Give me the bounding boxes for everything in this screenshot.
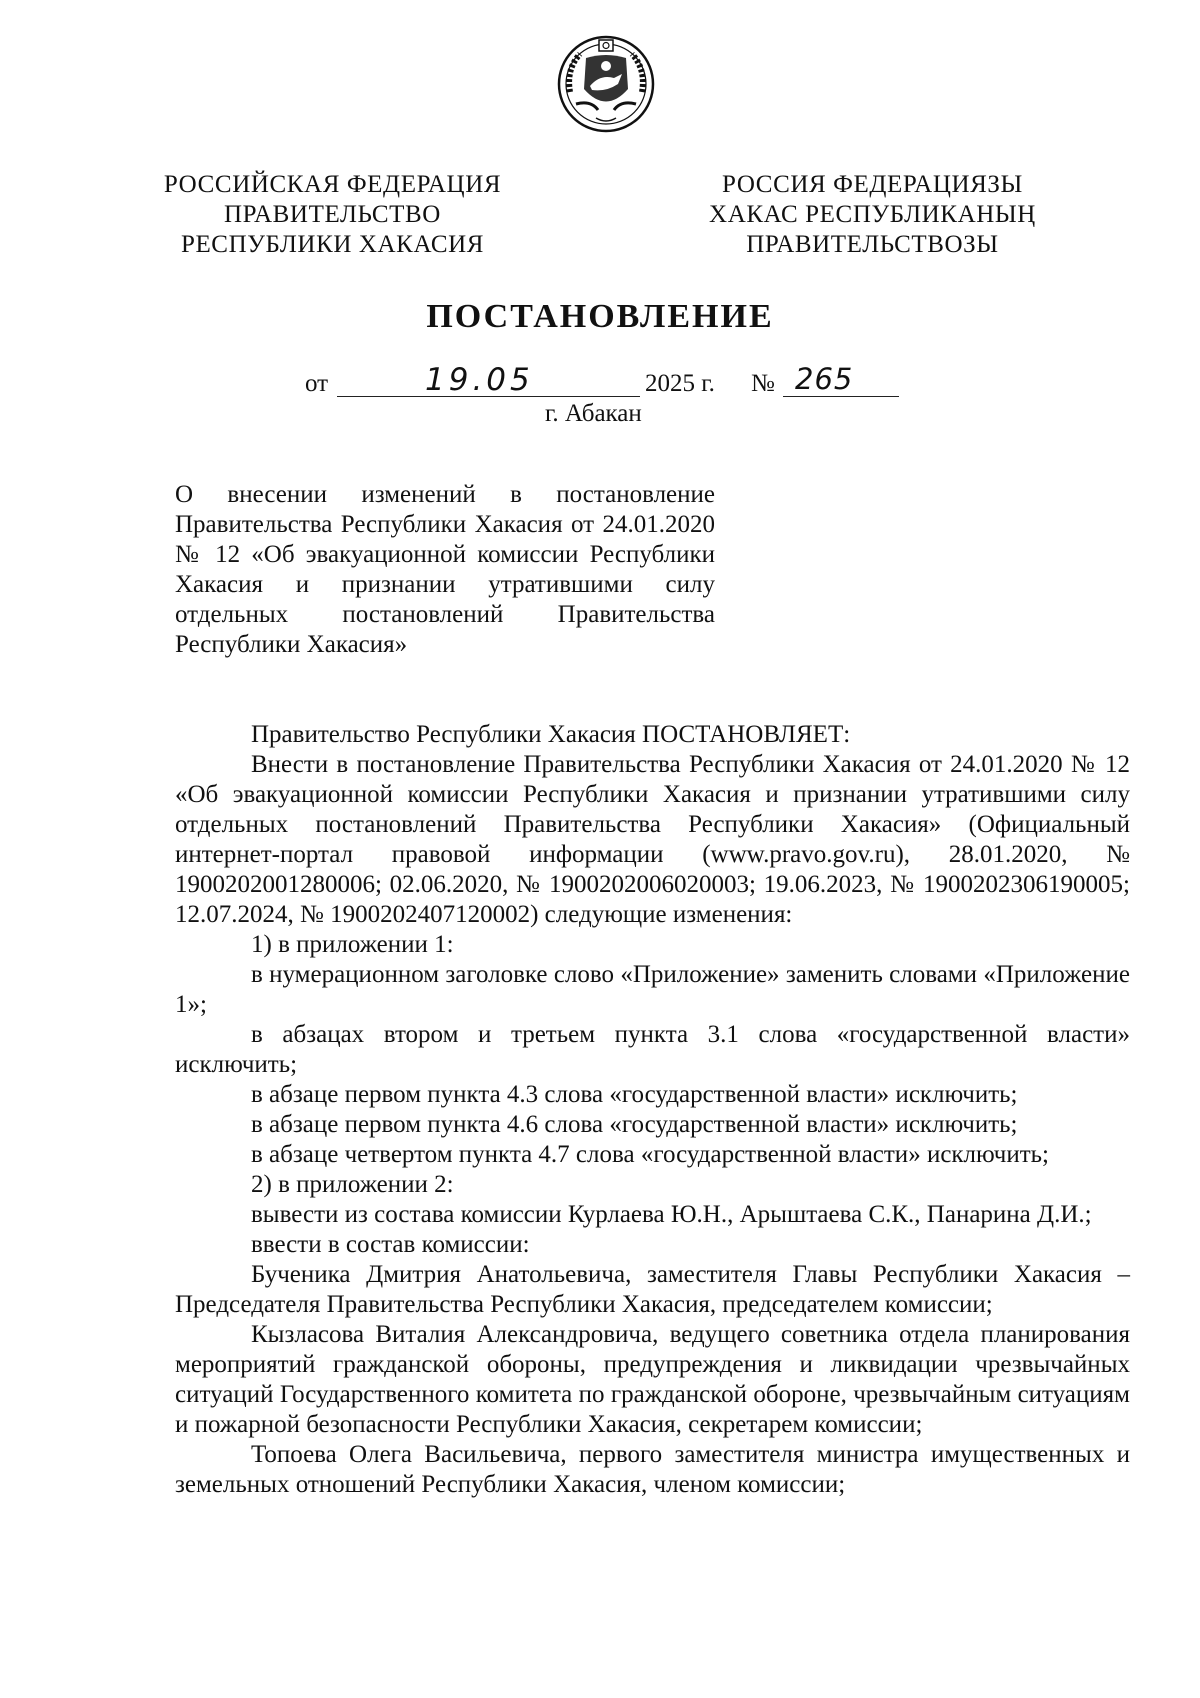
body-paragraph: ввести в состав комиссии: xyxy=(251,1231,530,1258)
header-right-line: РОССИЯ ФЕДЕРАЦИЯЗЫ xyxy=(722,171,1023,198)
body-paragraph: в нумерационном заголовке слово «Приложение» заменить словами «Приложение 1»; xyxy=(175,961,1130,1018)
body-paragraph: Внести в постановление Правительства Республики Хакасия от 24.01.2020 № 12 «Об эвакуационной комиссии Республики Хакасия и признании утратившими силу отдельных постановлений Правительства Республики Хакасия» (Официальный интернет-портал правовой информации (www.pravo.gov.ru), 28.01.2020, № 1900202001280006; 02.06.2020, № 1900202006020003; 19.06.2023, № 1900202306190005; 12.07.2024, № 1900202407120002) следующие изменения: xyxy=(175,751,1130,928)
body-paragraph: Бученика Дмитрия Анатольевича, заместителя Главы Республики Хакасия – Председателя Правительства Республики Хакасия, председателем комиссии; xyxy=(175,1261,1130,1318)
body-paragraph: Кызласова Виталия Александровича, ведущего советника отдела планирования мероприятий гражданской обороны, предупреждения и ликвидации чрезвычайных ситуаций Государственного комитета по гражданской обороне, чрезвычайным ситуациям и пожарной безопасности Республики Хакасия, секретарем комиссии; xyxy=(175,1321,1130,1438)
header-right-line: ХАКАС РЕСПУБЛИКАНЫҢ xyxy=(709,201,1036,228)
body-paragraph: Правительство Республики Хакасия ПОСТАНОВЛЯЕТ: xyxy=(251,721,851,748)
header-right xyxy=(695,170,1050,260)
body-paragraph: Топоева Олега Васильевича, первого заместителя министра имущественных и земельных отношений Республики Хакасия, членом комиссии; xyxy=(175,1441,1130,1498)
header-left-line: РЕСПУБЛИКИ ХАКАСИЯ xyxy=(180,231,485,258)
document-body xyxy=(175,720,1130,1500)
date-prefix: от xyxy=(305,370,329,397)
body-paragraph: в абзаце первом пункта 4.3 слова «государственной власти» исключить; xyxy=(251,1081,1018,1108)
number-sign: № xyxy=(751,370,775,397)
header-left xyxy=(150,170,515,260)
handwritten-date: 19.05 xyxy=(425,362,534,398)
date-number-line xyxy=(305,362,905,402)
body-paragraph: 2) в приложении 2: xyxy=(251,1171,454,1198)
body-paragraph: в абзаце первом пункта 4.6 слова «государственной власти» исключить; xyxy=(251,1111,1018,1138)
header-right-line: ПРАВИТЕЛЬСТВОЗЫ xyxy=(746,231,999,258)
coat-of-arms-icon xyxy=(556,34,656,134)
document-subject: О внесении изменений в постановление Правительства Республики Хакасия от 24.01.2020 № 12 «Об эвакуационной комиссии Республики Хакасия и признании утратившими силу отдельных постановлений Правительства Республики Хакасия» xyxy=(175,481,715,658)
header-left-line: ПРАВИТЕЛЬСТВО xyxy=(224,201,441,228)
body-paragraph: в абзацах втором и третьем пункта 3.1 слова «государственной власти» исключить; xyxy=(175,1021,1130,1078)
year-label: 2025 г. xyxy=(645,370,715,397)
city-label: г. Абакан xyxy=(545,400,642,427)
number-underline xyxy=(783,396,899,397)
handwritten-number: 265 xyxy=(795,362,854,396)
body-paragraph: в абзаце четвертом пункта 4.7 слова «государственной власти» исключить; xyxy=(251,1141,1049,1168)
document-type-title: ПОСТАНОВЛЕНИЕ xyxy=(426,298,774,335)
body-paragraph: вывести из состава комиссии Курлаева Ю.Н., Арыштаева С.К., Панарина Д.И.; xyxy=(251,1201,1092,1228)
header-left-line: РОССИЙСКАЯ ФЕДЕРАЦИЯ xyxy=(163,171,502,198)
body-paragraph: 1) в приложении 1: xyxy=(251,931,454,958)
